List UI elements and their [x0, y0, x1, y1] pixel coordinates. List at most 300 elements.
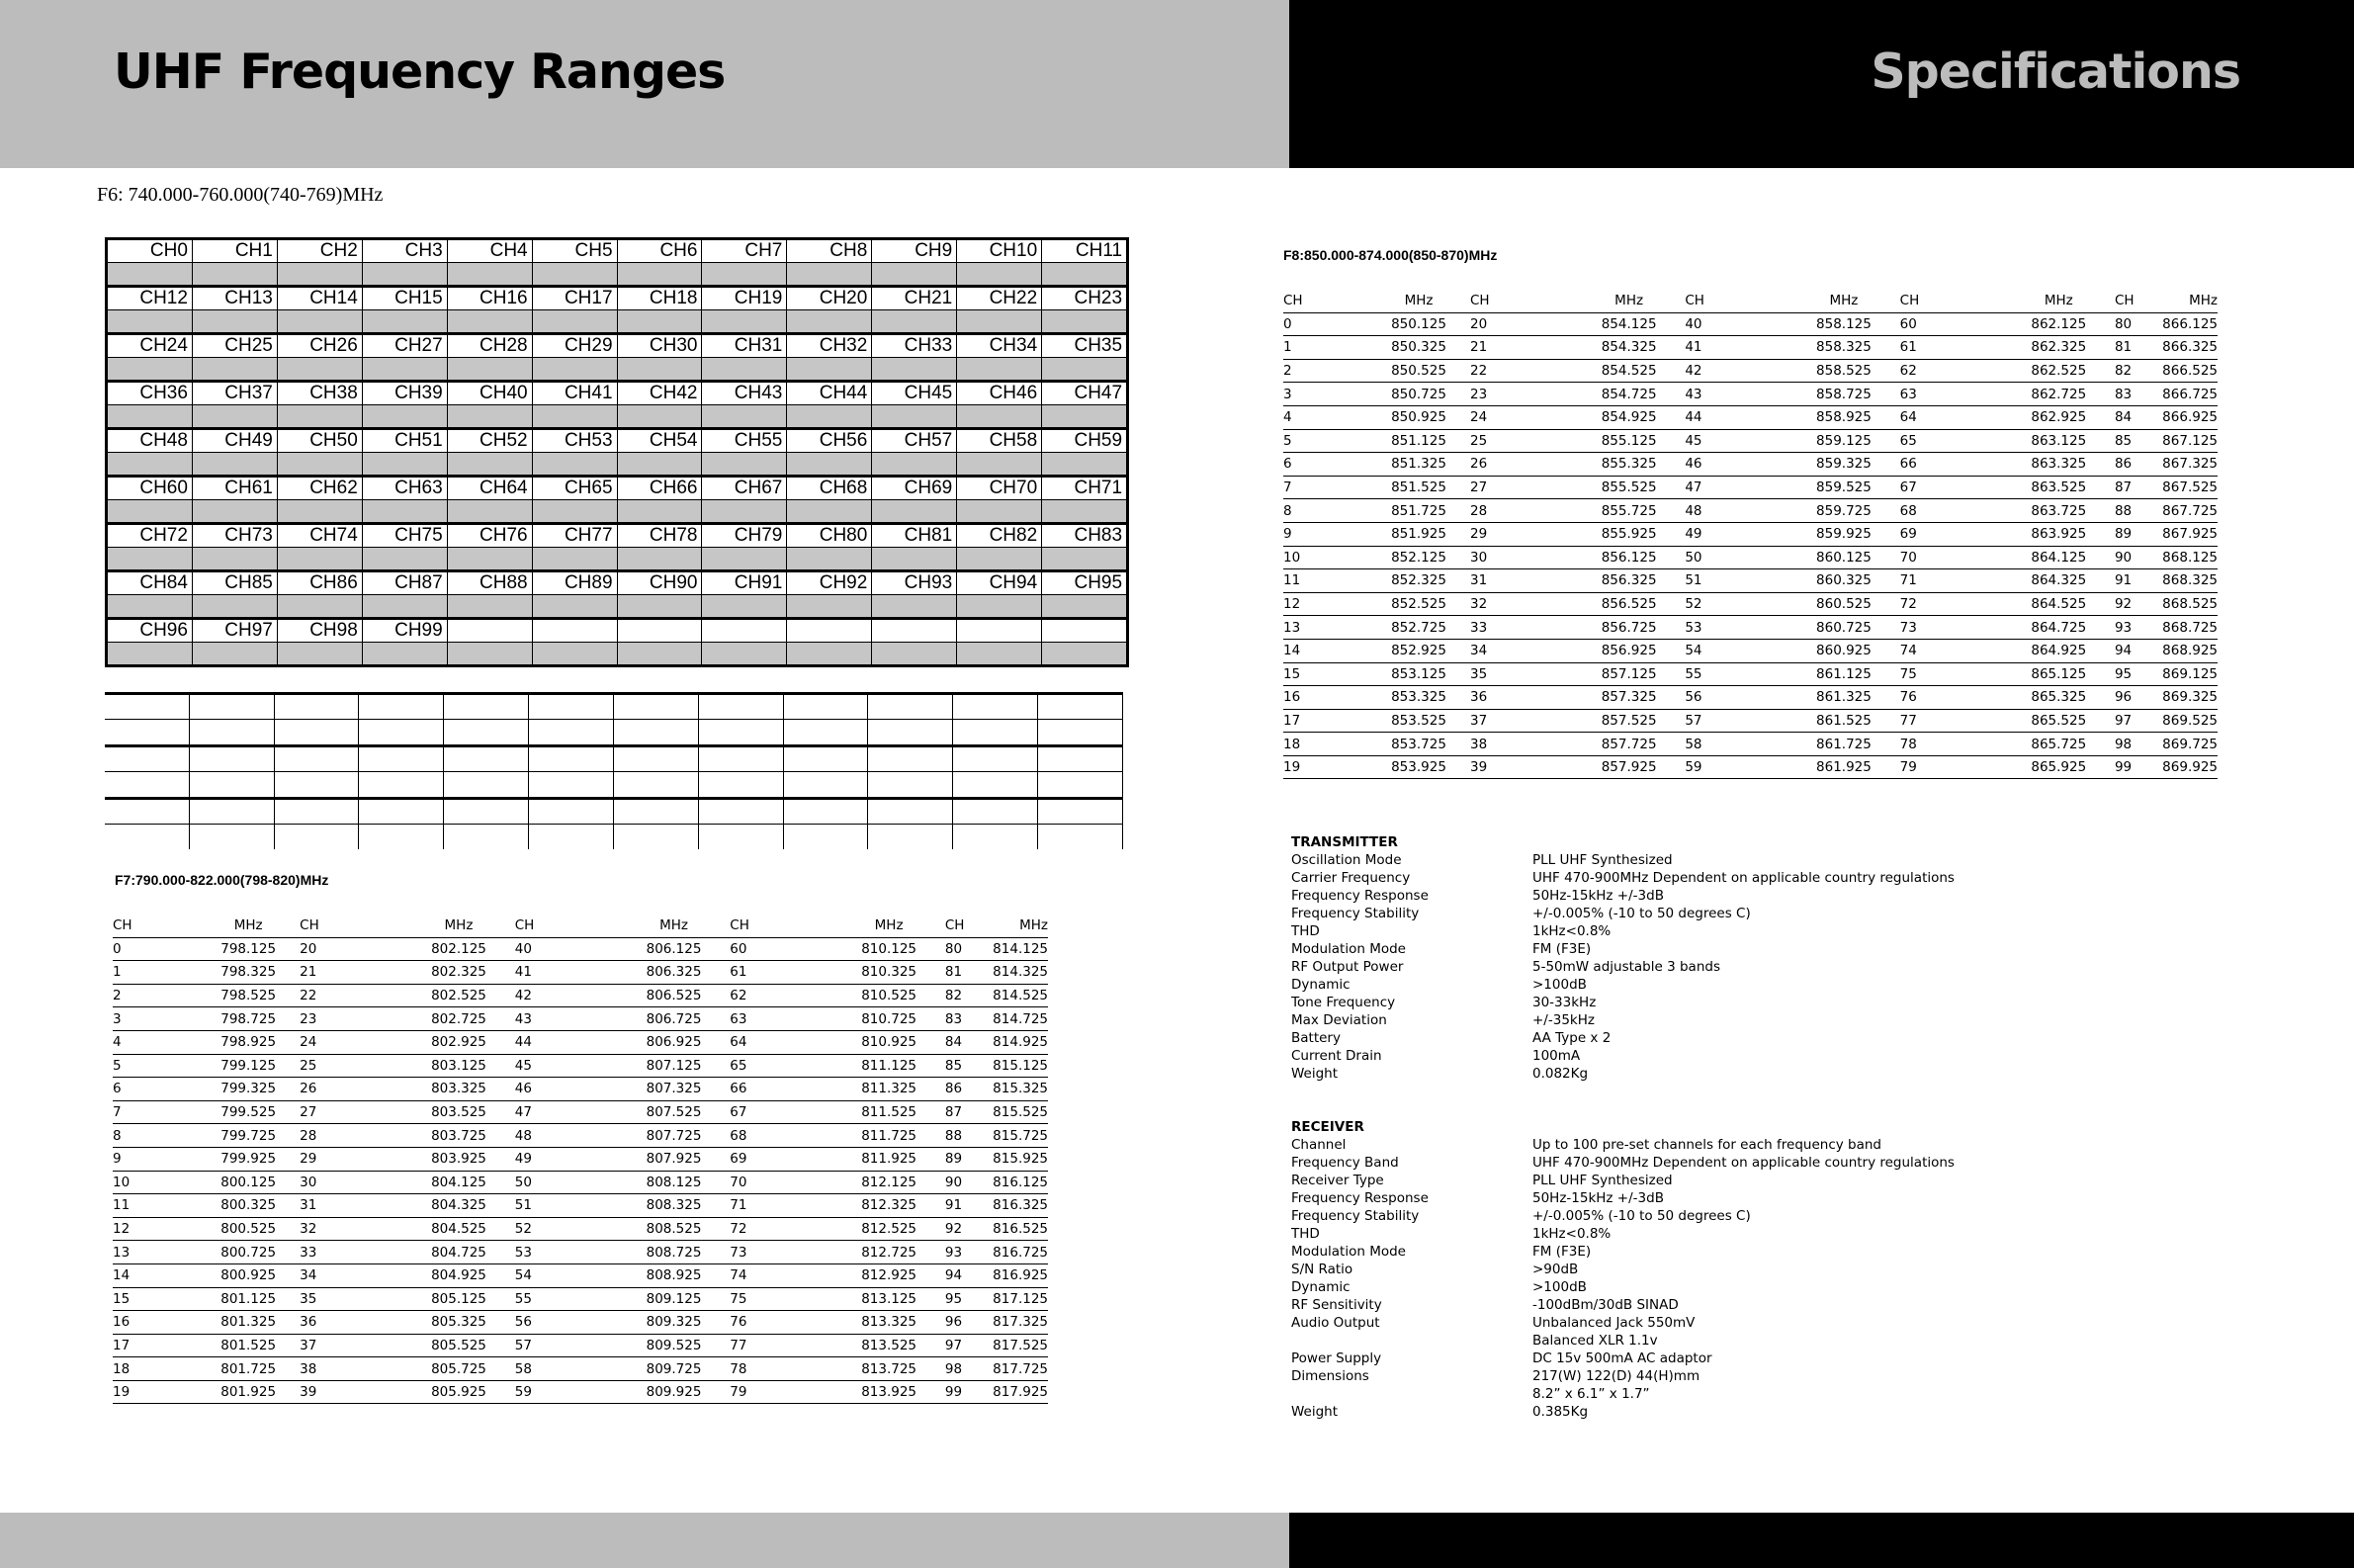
frequency-mhz: 864.525	[2003, 592, 2115, 616]
f8-frequency-table	[1283, 290, 2218, 779]
frequency-mhz: 861.325	[1787, 686, 1899, 710]
empty-cell	[105, 695, 190, 744]
channel-label: CH45	[872, 383, 956, 405]
column-header: CH	[945, 915, 992, 937]
frequency-mhz: 799.325	[197, 1078, 300, 1101]
frequency-mhz: 851.725	[1367, 499, 1470, 523]
column-header: CH	[1283, 290, 1367, 312]
frequency-mhz: 798.325	[197, 961, 300, 985]
frequency-mhz: 798.925	[197, 1030, 300, 1054]
channel-label: CH71	[1042, 478, 1126, 500]
channel-cell	[787, 240, 872, 285]
channel-number: 68	[730, 1124, 832, 1148]
frequency-mhz: 853.525	[1367, 709, 1470, 733]
empty-cell	[190, 747, 275, 797]
channel-label: CH42	[618, 383, 702, 405]
channel-cell	[1042, 430, 1126, 475]
spec-row	[1291, 1296, 1955, 1314]
spec-value: FM (F3E)	[1532, 1244, 1592, 1260]
spec-value: UHF 470-900MHz Dependent on applicable country regulations	[1532, 1155, 1955, 1171]
channel-number: 41	[515, 961, 618, 985]
channel-label: CH9	[872, 240, 956, 263]
spec-key: Current Drain	[1291, 1048, 1382, 1064]
spec-value: PLL UHF Synthesized	[1532, 1173, 1673, 1188]
frequency-mhz: 811.325	[832, 1078, 945, 1101]
frequency-mhz: 856.125	[1573, 546, 1685, 569]
channel-label: CH47	[1042, 383, 1126, 405]
channel-number: 46	[1685, 453, 1787, 477]
channel-cell	[363, 288, 448, 332]
channel-cell	[193, 383, 278, 427]
channel-value-slot	[618, 358, 702, 380]
channel-cell	[787, 383, 872, 427]
channel-number: 48	[515, 1124, 618, 1148]
column-header: CH	[515, 915, 618, 937]
frequency-mhz: 859.325	[1787, 453, 1899, 477]
channel-number: 94	[2115, 639, 2161, 662]
channel-number: 17	[113, 1334, 197, 1357]
empty-cell	[444, 800, 529, 849]
channel-label: CH41	[533, 383, 617, 405]
channel-value-slot	[1042, 500, 1126, 522]
channel-value-slot	[787, 453, 871, 475]
channel-label: CH37	[193, 383, 277, 405]
empty-cell	[699, 800, 784, 849]
table-row	[113, 1311, 1048, 1335]
channel-value-slot	[278, 595, 362, 617]
table-row	[113, 1287, 1048, 1311]
channel-value-slot	[108, 310, 192, 332]
channel-number: 48	[1685, 499, 1787, 523]
channel-cell	[108, 335, 193, 380]
transmitter-specs	[1291, 833, 1955, 1083]
channel-number: 10	[113, 1171, 197, 1194]
channel-number: 0	[1283, 312, 1367, 336]
channel-label	[448, 620, 532, 643]
channel-value-slot	[108, 358, 192, 380]
empty-band	[105, 744, 1123, 797]
frequency-mhz: 802.725	[402, 1007, 515, 1031]
table-row	[1283, 639, 2218, 662]
channel-number: 70	[1900, 546, 2003, 569]
channel-number: 67	[1900, 476, 2003, 499]
frequency-mhz: 852.325	[1367, 569, 1470, 593]
channel-number: 60	[730, 937, 832, 961]
frequency-mhz: 816.525	[992, 1217, 1048, 1241]
empty-cell	[784, 800, 869, 849]
channel-number: 84	[945, 1030, 992, 1054]
spec-value: +/-0.005% (-10 to 50 degrees C)	[1532, 1208, 1751, 1224]
table-row	[113, 1263, 1048, 1287]
frequency-mhz: 865.525	[2003, 709, 2115, 733]
channel-cell	[872, 288, 957, 332]
frequency-mhz: 861.925	[1787, 755, 1899, 779]
channel-label: CH10	[957, 240, 1041, 263]
channel-number: 96	[2115, 686, 2161, 710]
empty-cell	[614, 800, 699, 849]
frequency-mhz: 814.325	[992, 961, 1048, 985]
frequency-mhz: 799.125	[197, 1054, 300, 1078]
channel-value-slot	[448, 643, 532, 664]
spec-key: Receiver Type	[1291, 1173, 1384, 1188]
f6-empty-rows	[105, 692, 1123, 849]
channel-label: CH91	[702, 572, 786, 595]
frequency-mhz: 814.925	[992, 1030, 1048, 1054]
channel-number: 97	[2115, 709, 2161, 733]
frequency-mhz: 863.925	[2003, 522, 2115, 546]
channel-number: 36	[1470, 686, 1573, 710]
frequency-mhz: 854.325	[1573, 336, 1685, 360]
spec-value: 50Hz-15kHz +/-3dB	[1532, 888, 1664, 904]
spec-key: Dynamic	[1291, 1279, 1351, 1295]
channel-value-slot	[533, 595, 617, 617]
channel-number: 34	[1470, 639, 1573, 662]
frequency-mhz: 810.725	[832, 1007, 945, 1031]
channel-number: 91	[945, 1194, 992, 1218]
channel-number: 31	[300, 1194, 402, 1218]
channel-number: 66	[730, 1078, 832, 1101]
channel-number: 81	[2115, 336, 2161, 360]
f7-table-title: F7:790.000-822.000(798-820)MHz	[115, 872, 329, 888]
channel-label: CH39	[363, 383, 447, 405]
channel-number: 74	[730, 1263, 832, 1287]
channel-cell	[957, 430, 1042, 475]
column-header: CH	[113, 915, 197, 937]
channel-number: 80	[945, 937, 992, 961]
channel-number: 15	[113, 1287, 197, 1311]
channel-label: CH3	[363, 240, 447, 263]
frequency-mhz: 851.925	[1367, 522, 1470, 546]
frequency-mhz: 805.925	[402, 1380, 515, 1404]
channel-label: CH31	[702, 335, 786, 358]
frequency-mhz: 864.125	[2003, 546, 2115, 569]
channel-cell	[448, 288, 533, 332]
table-row	[1283, 359, 2218, 383]
table-row	[1283, 686, 2218, 710]
channel-number: 47	[1685, 476, 1787, 499]
channel-number: 29	[1470, 522, 1573, 546]
empty-cell	[868, 800, 953, 849]
channel-cell	[533, 288, 618, 332]
channel-label: CH16	[448, 288, 532, 310]
frequency-mhz: 815.325	[992, 1078, 1048, 1101]
channel-cell	[533, 335, 618, 380]
channel-number: 82	[2115, 359, 2161, 383]
channel-number: 28	[300, 1124, 402, 1148]
channel-cell	[363, 525, 448, 569]
channel-label: CH56	[787, 430, 871, 453]
frequency-mhz: 804.125	[402, 1171, 515, 1194]
frequency-mhz: 857.125	[1573, 662, 1685, 686]
f8-table-title: F8:850.000-874.000(850-870)MHz	[1283, 247, 1498, 263]
channel-label: CH90	[618, 572, 702, 595]
channel-number: 26	[300, 1078, 402, 1101]
channel-number: 32	[300, 1217, 402, 1241]
channel-cell	[872, 430, 957, 475]
channel-number: 35	[1470, 662, 1573, 686]
channel-label: CH92	[787, 572, 871, 595]
channel-value-slot	[618, 548, 702, 569]
channel-value-slot	[363, 643, 447, 664]
frequency-mhz: 798.725	[197, 1007, 300, 1031]
channel-cell	[193, 240, 278, 285]
channel-number: 20	[300, 937, 402, 961]
channel-value-slot	[278, 643, 362, 664]
footer-left-band	[0, 1513, 1289, 1568]
channel-value-slot	[363, 453, 447, 475]
frequency-mhz: 859.925	[1787, 522, 1899, 546]
channel-label: CH69	[872, 478, 956, 500]
table-row	[1283, 662, 2218, 686]
channel-number: 27	[300, 1100, 402, 1124]
frequency-mhz: 803.325	[402, 1078, 515, 1101]
channel-number: 56	[515, 1311, 618, 1335]
channel-number: 5	[1283, 429, 1367, 453]
channel-label: CH89	[533, 572, 617, 595]
channel-value-slot	[448, 310, 532, 332]
channel-cell	[618, 383, 703, 427]
frequency-mhz: 855.325	[1573, 453, 1685, 477]
channel-number: 83	[945, 1007, 992, 1031]
channel-cell	[108, 240, 193, 285]
channel-number: 91	[2115, 569, 2161, 593]
channel-number: 30	[1470, 546, 1573, 569]
frequency-mhz: 854.725	[1573, 383, 1685, 406]
empty-band	[105, 797, 1123, 849]
spec-key: Dimensions	[1291, 1368, 1369, 1384]
channel-number: 75	[730, 1287, 832, 1311]
frequency-mhz: 857.925	[1573, 755, 1685, 779]
empty-cell	[359, 800, 444, 849]
spec-value: 50Hz-15kHz +/-3dB	[1532, 1190, 1664, 1206]
spec-key: RF Sensitivity	[1291, 1297, 1382, 1313]
channel-label: CH57	[872, 430, 956, 453]
channel-cell	[193, 430, 278, 475]
frequency-mhz: 806.925	[618, 1030, 731, 1054]
table-row	[113, 1171, 1048, 1194]
channel-value-slot	[278, 405, 362, 427]
channel-value-slot	[108, 263, 192, 285]
frequency-mhz: 802.925	[402, 1030, 515, 1054]
channel-number: 84	[2115, 405, 2161, 429]
frequency-mhz: 854.125	[1573, 312, 1685, 336]
spec-row	[1291, 940, 1955, 958]
frequency-mhz: 813.925	[832, 1380, 945, 1404]
column-header: MHz	[2003, 290, 2115, 312]
channel-number: 25	[1470, 429, 1573, 453]
channel-number: 2	[113, 984, 197, 1007]
channel-value-slot	[363, 358, 447, 380]
table-row	[1283, 405, 2218, 429]
frequency-mhz: 815.925	[992, 1147, 1048, 1171]
table-row	[1283, 336, 2218, 360]
frequency-mhz: 858.125	[1787, 312, 1899, 336]
frequency-mhz: 869.725	[2161, 733, 2218, 756]
frequency-mhz: 852.125	[1367, 546, 1470, 569]
frequency-mhz: 850.925	[1367, 405, 1470, 429]
channel-value-slot	[278, 310, 362, 332]
frequency-mhz: 813.725	[832, 1357, 945, 1381]
channel-number: 64	[730, 1030, 832, 1054]
spec-row	[1291, 887, 1955, 905]
table-row	[1283, 733, 2218, 756]
channel-value-slot	[363, 263, 447, 285]
empty-cell	[190, 695, 275, 744]
channel-cell	[702, 620, 787, 664]
channel-cell	[533, 383, 618, 427]
channel-number: 63	[730, 1007, 832, 1031]
frequency-mhz: 869.325	[2161, 686, 2218, 710]
channel-cell	[278, 572, 363, 617]
frequency-mhz: 807.725	[618, 1124, 731, 1148]
frequency-mhz: 814.125	[992, 937, 1048, 961]
frequency-mhz: 810.125	[832, 937, 945, 961]
channel-number: 12	[1283, 592, 1367, 616]
frequency-mhz: 855.525	[1573, 476, 1685, 499]
channel-number: 40	[1685, 312, 1787, 336]
channel-cell	[1042, 335, 1126, 380]
empty-band	[105, 692, 1123, 744]
channel-cell	[193, 620, 278, 664]
channel-label: CH78	[618, 525, 702, 548]
channel-label: CH93	[872, 572, 956, 595]
channel-cell	[618, 430, 703, 475]
channel-number: 11	[113, 1194, 197, 1218]
channel-cell	[363, 383, 448, 427]
channel-label: CH1	[193, 240, 277, 263]
spec-row	[1291, 994, 1955, 1011]
channel-value-slot	[957, 500, 1041, 522]
table-row	[113, 1334, 1048, 1357]
frequency-mhz: 805.525	[402, 1334, 515, 1357]
channel-cell	[872, 240, 957, 285]
frequency-mhz: 855.725	[1573, 499, 1685, 523]
channel-number: 71	[730, 1194, 832, 1218]
empty-cell	[359, 747, 444, 797]
empty-cell	[1038, 695, 1123, 744]
channel-label: CH32	[787, 335, 871, 358]
channel-cell	[872, 478, 957, 522]
channel-number: 52	[1685, 592, 1787, 616]
frequency-mhz: 863.525	[2003, 476, 2115, 499]
channel-number: 28	[1470, 499, 1573, 523]
channel-number: 18	[1283, 733, 1367, 756]
channel-value-slot	[787, 310, 871, 332]
spec-value: >90dB	[1532, 1262, 1579, 1277]
channel-value-slot	[193, 310, 277, 332]
channel-number: 14	[113, 1263, 197, 1287]
spec-key: Battery	[1291, 1030, 1341, 1046]
channel-value-slot	[872, 453, 956, 475]
frequency-mhz: 852.725	[1367, 616, 1470, 640]
frequency-mhz: 807.925	[618, 1147, 731, 1171]
empty-cell	[699, 747, 784, 797]
channel-cell	[618, 288, 703, 332]
table-row	[113, 1124, 1048, 1148]
channel-number: 33	[1470, 616, 1573, 640]
channel-cell	[108, 525, 193, 569]
channel-number: 78	[1900, 733, 2003, 756]
channel-label: CH58	[957, 430, 1041, 453]
channel-number: 65	[730, 1054, 832, 1078]
channel-label: CH8	[787, 240, 871, 263]
channel-label: CH75	[363, 525, 447, 548]
table-row	[113, 1078, 1048, 1101]
channel-label: CH94	[957, 572, 1041, 595]
frequency-mhz: 801.325	[197, 1311, 300, 1335]
frequency-mhz: 867.925	[2161, 522, 2218, 546]
empty-cell	[359, 695, 444, 744]
frequency-mhz: 811.925	[832, 1147, 945, 1171]
channel-number: 21	[300, 961, 402, 985]
table-row	[113, 961, 1048, 985]
frequency-mhz: 866.125	[2161, 312, 2218, 336]
channel-cell	[787, 525, 872, 569]
channel-cell	[193, 288, 278, 332]
channel-number: 88	[2115, 499, 2161, 523]
channel-number: 33	[300, 1241, 402, 1264]
channel-cell	[108, 383, 193, 427]
channel-number: 8	[1283, 499, 1367, 523]
table-row	[1283, 453, 2218, 477]
frequency-mhz: 817.925	[992, 1380, 1048, 1404]
frequency-mhz: 865.325	[2003, 686, 2115, 710]
channel-number: 56	[1685, 686, 1787, 710]
channel-cell	[957, 478, 1042, 522]
frequency-mhz: 803.125	[402, 1054, 515, 1078]
frequency-mhz: 868.125	[2161, 546, 2218, 569]
frequency-mhz: 857.725	[1573, 733, 1685, 756]
channel-value-slot	[702, 595, 786, 617]
channel-number: 61	[730, 961, 832, 985]
channel-number: 69	[730, 1147, 832, 1171]
channel-label: CH19	[702, 288, 786, 310]
frequency-mhz: 850.125	[1367, 312, 1470, 336]
page-title-right: Specifications	[1871, 44, 2240, 100]
channel-label: CH66	[618, 478, 702, 500]
channel-number: 76	[730, 1311, 832, 1335]
empty-cell	[529, 747, 614, 797]
channel-label: CH6	[618, 240, 702, 263]
frequency-mhz: 798.125	[197, 937, 300, 961]
channel-number: 26	[1470, 453, 1573, 477]
channel-number: 64	[1900, 405, 2003, 429]
frequency-mhz: 815.125	[992, 1054, 1048, 1078]
spec-row	[1291, 1261, 1955, 1278]
frequency-mhz: 815.525	[992, 1100, 1048, 1124]
channel-value-slot	[1042, 453, 1126, 475]
spec-value: 1kHz<0.8%	[1532, 923, 1612, 939]
table-row	[1283, 476, 2218, 499]
channel-number: 42	[515, 984, 618, 1007]
frequency-mhz: 858.525	[1787, 359, 1899, 383]
spec-row	[1291, 1047, 1955, 1065]
channel-value-slot	[363, 310, 447, 332]
channel-value-slot	[533, 358, 617, 380]
channel-number: 7	[113, 1100, 197, 1124]
channel-number: 35	[300, 1287, 402, 1311]
channel-label: CH30	[618, 335, 702, 358]
channel-value-slot	[108, 643, 192, 664]
frequency-mhz: 867.525	[2161, 476, 2218, 499]
frequency-mhz: 851.525	[1367, 476, 1470, 499]
channel-number: 86	[945, 1078, 992, 1101]
channel-value-slot	[957, 453, 1041, 475]
frequency-mhz: 799.925	[197, 1147, 300, 1171]
channel-number: 57	[515, 1334, 618, 1357]
spec-value: FM (F3E)	[1532, 941, 1592, 957]
frequency-mhz: 854.925	[1573, 405, 1685, 429]
